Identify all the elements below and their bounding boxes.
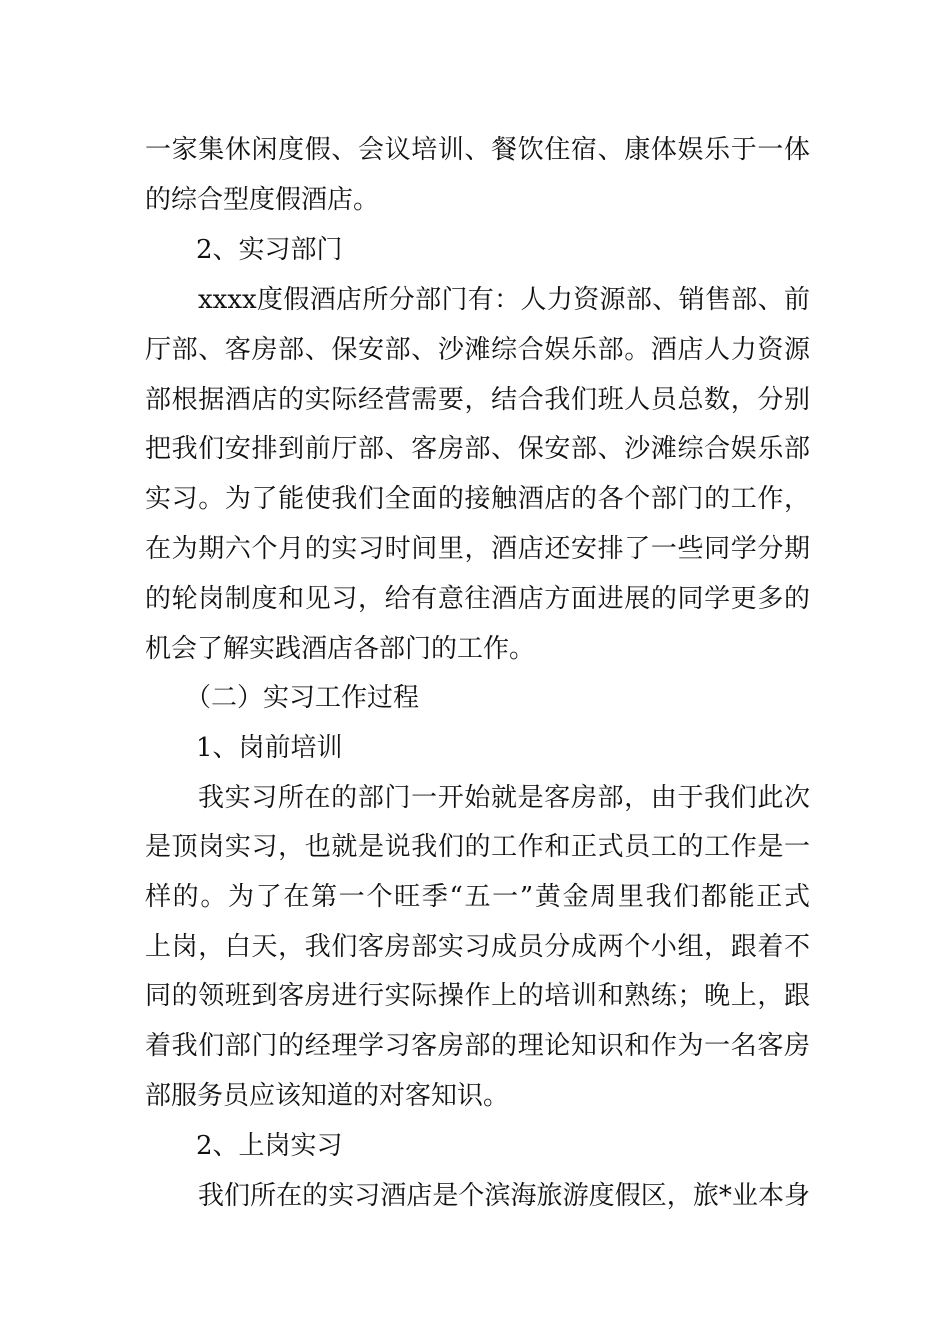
text-line: 是顶岗实习，也就是说我们的工作和正式员工的工作是一 — [145, 832, 810, 862]
section-heading: （二）实习工作过程 — [185, 683, 420, 713]
text-line: 着我们部门的经理学习客房部的理论知识和作为一名客房 — [145, 1031, 810, 1061]
text-line: 同的领班到客房进行实际操作上的培训和熟练；晚上，跟 — [145, 981, 810, 1011]
text-line: xxxx度假酒店所分部门有：人力资源部、销售部、前 — [198, 285, 810, 315]
text-line: 厅部、客房部、保安部、沙滩综合娱乐部。酒店人力资源 — [145, 335, 810, 365]
text-line: 在为期六个月的实习时间里，酒店还安排了一些同学分期 — [145, 534, 810, 564]
section-heading: 2、上岗实习 — [196, 1131, 343, 1161]
text-line: 的综合型度假酒店。 — [145, 185, 380, 215]
text-line: 部根据酒店的实际经营需要，结合我们班人员总数，分别 — [145, 385, 810, 415]
text-line: 我实习所在的部门一开始就是客房部，由于我们此次 — [198, 783, 810, 813]
text-line: 的轮岗制度和见习，给有意往酒店方面进展的同学更多的 — [145, 584, 810, 614]
text-line: 实习。为了能使我们全面的接触酒店的各个部门的工作， — [145, 484, 810, 514]
text-line: 上岗，白天，我们客房部实习成员分成两个小组，跟着不 — [145, 932, 810, 962]
text-line: 机会了解实践酒店各部门的工作。 — [145, 634, 536, 664]
text-line: 一家集休闲度假、会议培训、餐饮住宿、康体娱乐于一体 — [145, 135, 810, 165]
text-line: 样的。为了在第一个旺季“五一”黄金周里我们都能正式 — [145, 882, 810, 912]
text-line: 部服务员应该知道的对客知识。 — [145, 1081, 510, 1111]
section-heading: 2、实习部门 — [196, 235, 343, 265]
section-heading: 1、岗前培训 — [196, 733, 343, 763]
text-line: 我们所在的实习酒店是个滨海旅游度假区，旅*业本身 — [198, 1181, 810, 1211]
text-line: 把我们安排到前厅部、客房部、保安部、沙滩综合娱乐部 — [145, 434, 810, 464]
